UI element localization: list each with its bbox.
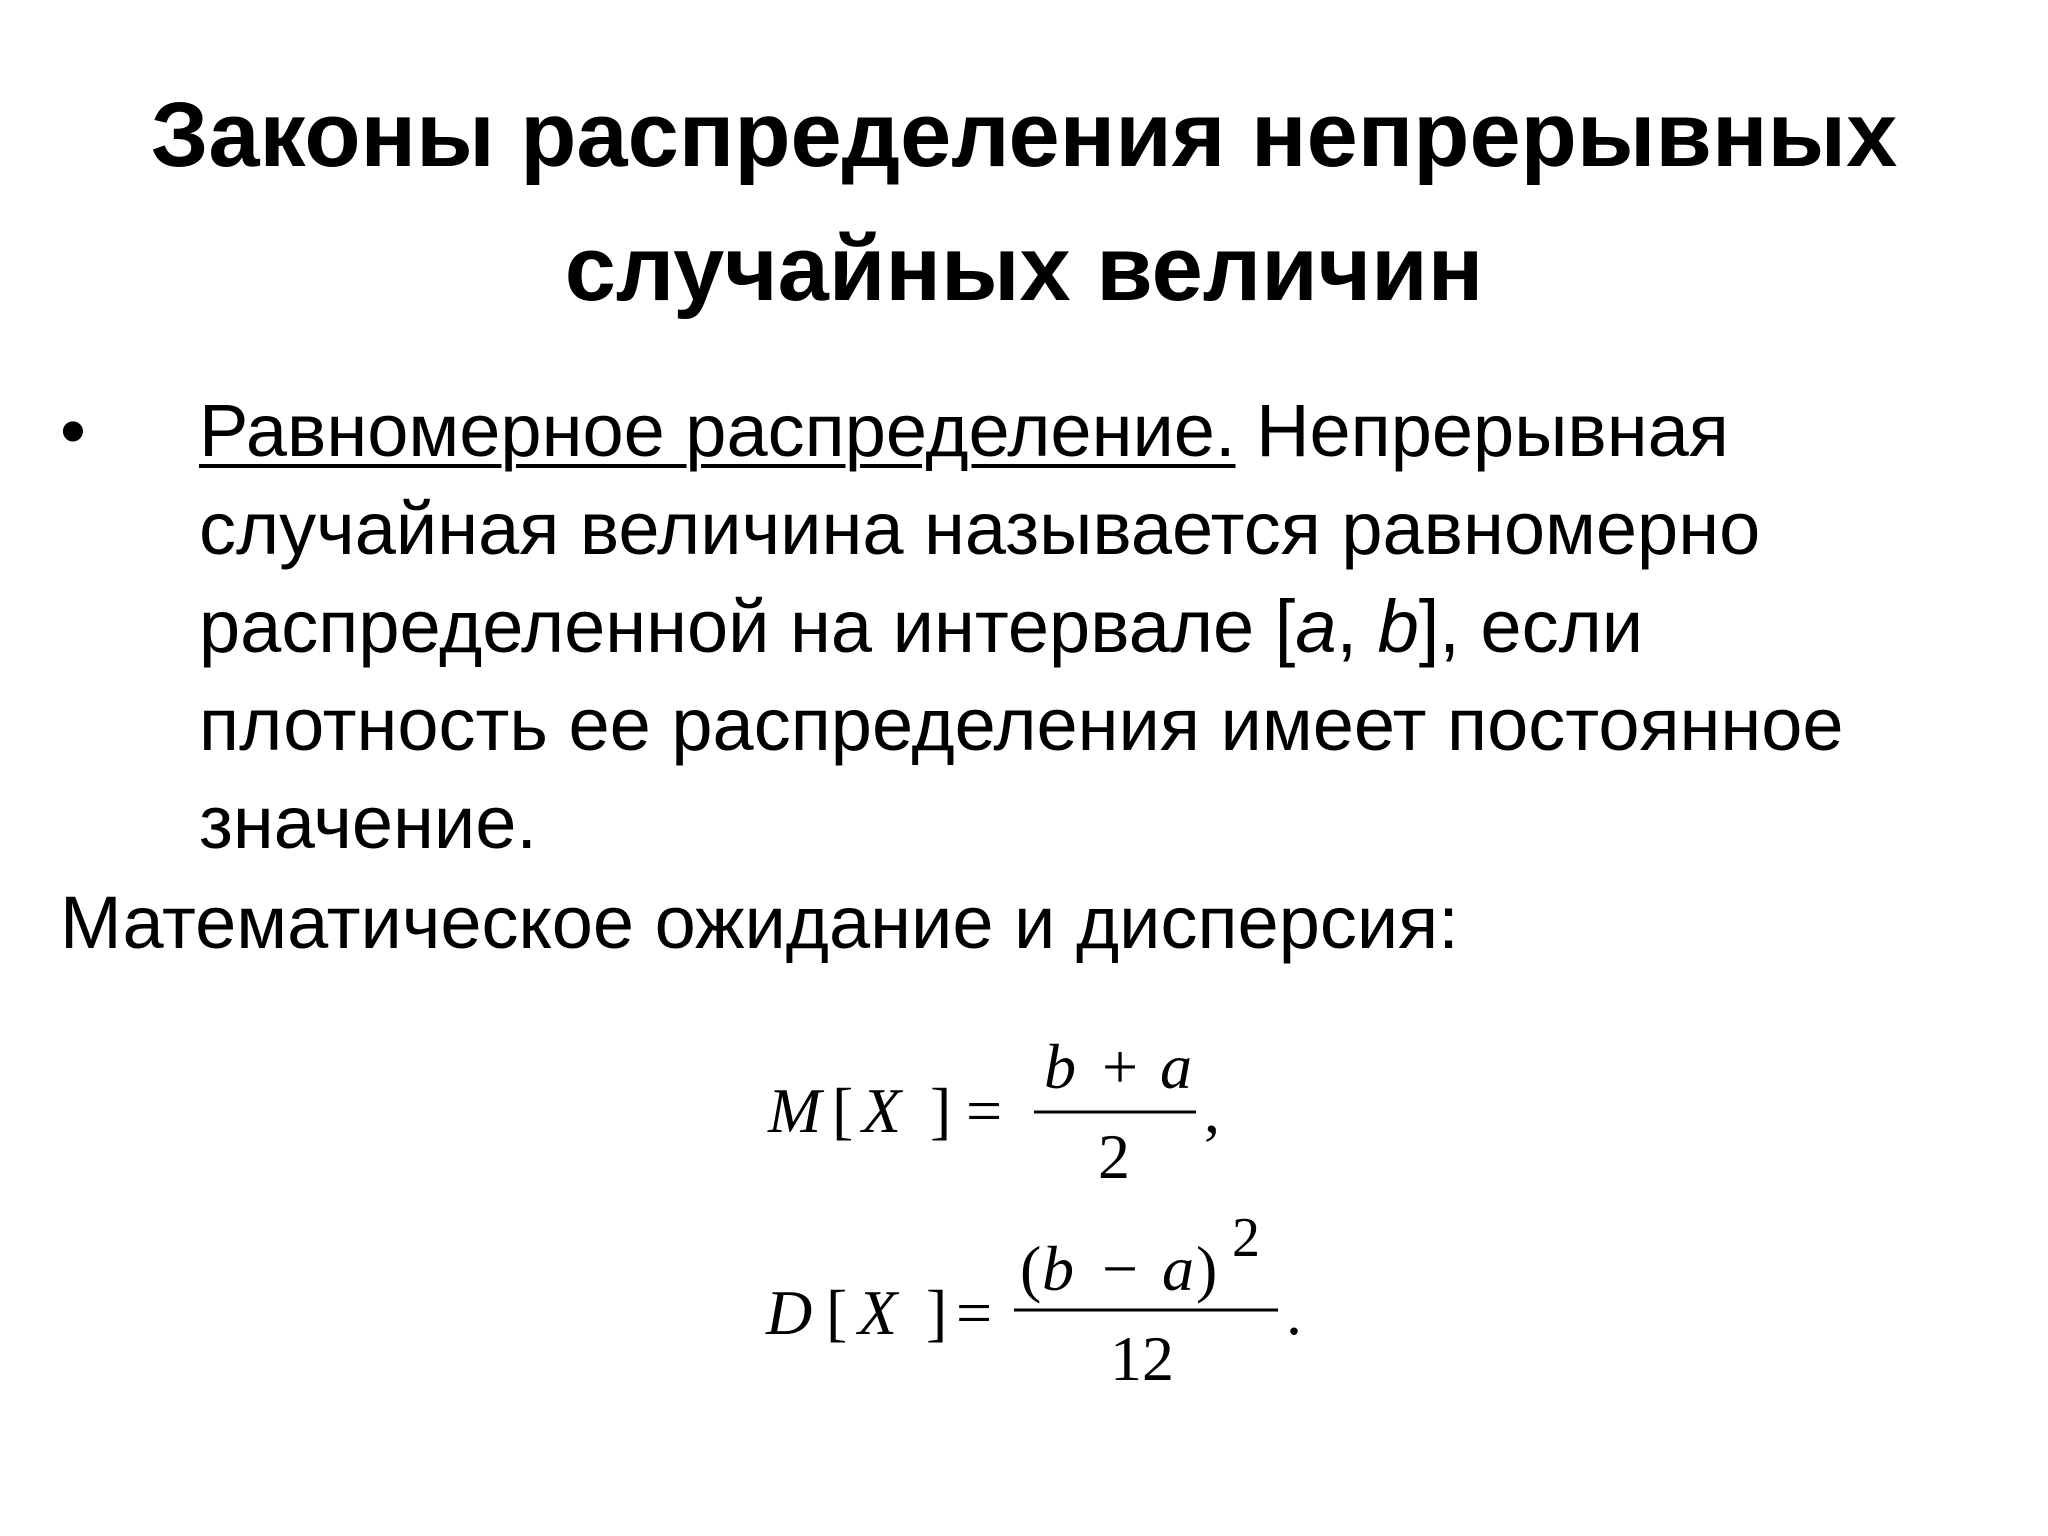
bullet-line-3-pre: распределенной на интервале [ (199, 585, 1296, 668)
slide-title (0, 68, 2048, 336)
term-uniform-distribution: Равномерное распределение. (199, 389, 1236, 472)
variance-num-a: a (1162, 1233, 1194, 1304)
variance-bracket-open: [ (826, 1277, 848, 1348)
bullet-text (199, 382, 2039, 872)
variance-num-exponent: 2 (1232, 1207, 1260, 1269)
expectation-trailing-comma: , (1204, 1075, 1220, 1146)
variable-a: a (1295, 585, 1337, 668)
formula-variance (765, 1207, 1302, 1394)
slide-title-line-1: Законы распределения непрерывных (150, 84, 1898, 186)
expectation-bracket-close: ] (930, 1075, 952, 1146)
bullet-line-5: значение. (199, 781, 537, 864)
math-heading: Математическое ожидание и дисперсия: (60, 881, 1459, 964)
expectation-func: M (768, 1075, 822, 1146)
variable-b: b (1377, 585, 1419, 668)
variance-num-op: − (1102, 1233, 1139, 1304)
variance-trailing-period: . (1286, 1277, 1302, 1348)
variance-num-paren-close: ) (1196, 1233, 1218, 1304)
bullet-line-1 (199, 382, 2039, 480)
variance-var: X (858, 1277, 898, 1348)
expectation-equals: = (966, 1075, 1003, 1146)
expectation-var: X (862, 1075, 902, 1146)
bullet-line-4: плотность ее распределения имеет постоянное (199, 683, 1844, 766)
bullet-line-1-rest: Непрерывная (1235, 389, 1729, 472)
expectation-num-op: + (1102, 1031, 1139, 1102)
expectation-num-b: b (1044, 1031, 1076, 1102)
variance-num-b: b (1042, 1233, 1074, 1304)
bullet-line-2: случайная величина называется равномерно (199, 487, 1761, 570)
variance-num-paren-open: ( (1020, 1233, 1042, 1304)
variance-func: D (766, 1277, 813, 1348)
bullet-line-3 (199, 578, 2039, 676)
expectation-denominator: 2 (1098, 1121, 1130, 1192)
variance-bracket-close: ] (926, 1277, 948, 1348)
expectation-num-a: a (1160, 1031, 1192, 1102)
variance-equals: = (956, 1277, 993, 1348)
variance-denominator: 12 (1110, 1323, 1174, 1394)
bullet-marker: • (60, 389, 86, 472)
expectation-bracket-open: [ (832, 1075, 854, 1146)
formula-expectation (767, 1031, 1220, 1192)
bullet-line-3-comma: , (1336, 585, 1378, 668)
bullet-line-3-post: ], если (1418, 585, 1644, 668)
slide-title-line-2: случайных величин (564, 218, 1484, 320)
